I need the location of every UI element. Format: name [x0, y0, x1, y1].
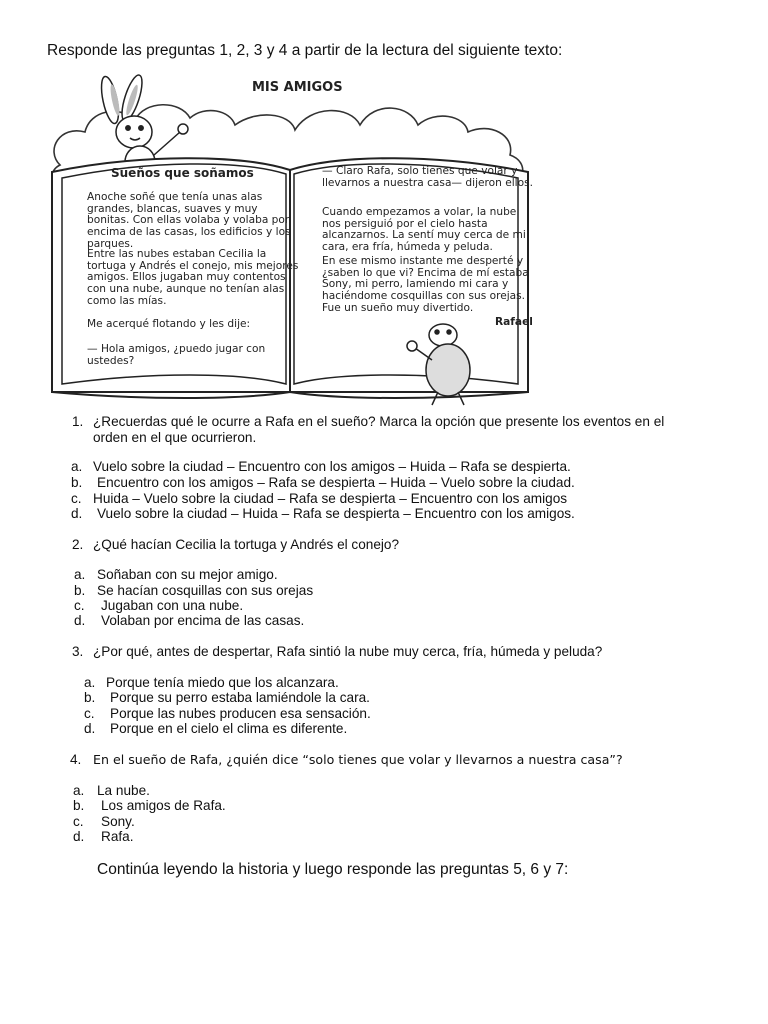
question-text: ¿Recuerdas qué le ocurre a Rafa en el sueño? Marca la opción que presente los eventos en el — [93, 414, 665, 429]
option-text: Porque las nubes producen esa sensación. — [110, 706, 371, 721]
option-letter: a. — [73, 783, 85, 798]
option-text: Porque tenía miedo que los alcanzara. — [106, 675, 339, 690]
option-text: Volaban por encima de las casas. — [101, 613, 305, 628]
option-letter: d. — [73, 829, 85, 844]
instructions-intro: Responde las preguntas 1, 2, 3 y 4 a partir de la lectura del siguiente texto: — [47, 42, 563, 59]
question-number: 1. — [72, 414, 84, 429]
option-letter: c. — [73, 814, 84, 829]
option-letter: c. — [74, 598, 85, 613]
option-letter: b. — [74, 583, 86, 598]
book-signature: Rafael — [495, 316, 533, 328]
option-letter: a. — [74, 567, 86, 582]
question-number: 4. — [70, 752, 82, 767]
book-header: MIS AMIGOS — [252, 80, 343, 95]
option-letter: c. — [71, 491, 82, 506]
option-text: Se hacían cosquillas con sus orejas — [97, 583, 314, 598]
question-number: 2. — [72, 537, 84, 552]
option-text: Vuelo sobre la ciudad – Huida – Rafa se despierta – Encuentro con los amigos. — [97, 506, 575, 521]
question-text-line-2: orden en el que ocurrieron. — [93, 430, 257, 445]
book-left-paragraph-4: — Hola amigos, ¿puedo jugar con ustedes? — [87, 343, 266, 367]
book-right-paragraph-1: — Claro Rafa, solo tienes que volar y llevarnos a nuestra casa— dijeron ellos. — [322, 165, 533, 189]
book-left-paragraph-2: Entre las nubes estaban Cecilia la tortuga y Andrés el conejo, mis mejores amigos. Ellos jugaban muy contentos con una nube, aunque no tenían alas como las mías. — [87, 248, 299, 307]
option-letter: a. — [71, 459, 83, 474]
book-story-title: Sueños que soñamos — [111, 166, 254, 180]
continue-reading-instruction: Continúa leyendo la historia y luego responde las preguntas 5, 6 y 7: — [97, 861, 569, 878]
option-letter: d. — [71, 506, 83, 521]
option-text: Sony. — [101, 814, 135, 829]
book-right-paragraph-2: Cuando empezamos a volar, la nube nos persiguió por el cielo hasta alcanzarnos. La sentí muy cerca de mi cara, era fría, húmeda y peluda. — [322, 206, 526, 254]
book-left-paragraph-3: Me acerqué flotando y les dije: — [87, 318, 251, 330]
option-text: Huida – Vuelo sobre la ciudad – Rafa se despierta – Encuentro con los amigos — [93, 491, 568, 506]
option-text: Porque su perro estaba lamiéndole la cara. — [110, 690, 370, 705]
option-letter: a. — [84, 675, 96, 690]
option-letter: d. — [74, 613, 86, 628]
question-text: ¿Por qué, antes de despertar, Rafa sintió la nube muy cerca, fría, húmeda y peluda? — [93, 644, 603, 659]
option-text: Rafa. — [101, 829, 134, 844]
question-text: ¿Qué hacían Cecilia la tortuga y Andrés el conejo? — [93, 537, 400, 552]
book-right-paragraph-3: En ese mismo instante me desperté y ¿saben lo que vi? Encima de mí estaba Sony, mi perro, lamiendo mi cara y haciéndome cosquillas con sus orejas. Fue un sueño muy divertido. — [322, 255, 529, 314]
question-number: 3. — [72, 644, 84, 659]
option-letter: c. — [84, 706, 95, 721]
option-letter: d. — [84, 721, 96, 736]
option-text: Vuelo sobre la ciudad – Encuentro con los amigos – Huida – Rafa se despierta. — [93, 459, 571, 474]
book-left-paragraph-1: Anoche soñé que tenía unas alas grandes, blancas, suaves y muy bonitas. Con ellas volaba y volaba por encima de las casas, los edificios y los parques. — [87, 191, 291, 250]
book-illustration — [40, 70, 540, 410]
option-text: Soñaban con su mejor amigo. — [97, 567, 278, 582]
option-text: Jugaban con una nube. — [101, 598, 244, 613]
option-text: La nube. — [97, 783, 150, 798]
option-letter: b. — [84, 690, 96, 705]
option-text: Encuentro con los amigos – Rafa se despierta – Huida – Vuelo sobre la ciudad. — [97, 475, 575, 490]
option-text: Porque en el cielo el clima es diferente. — [110, 721, 348, 736]
option-letter: b. — [73, 798, 85, 813]
question-text: En el sueño de Rafa, ¿quién dice “solo tienes que volar y llevarnos a nuestra casa”? — [93, 752, 623, 767]
option-text: Los amigos de Rafa. — [101, 798, 226, 813]
option-letter: b. — [71, 475, 83, 490]
